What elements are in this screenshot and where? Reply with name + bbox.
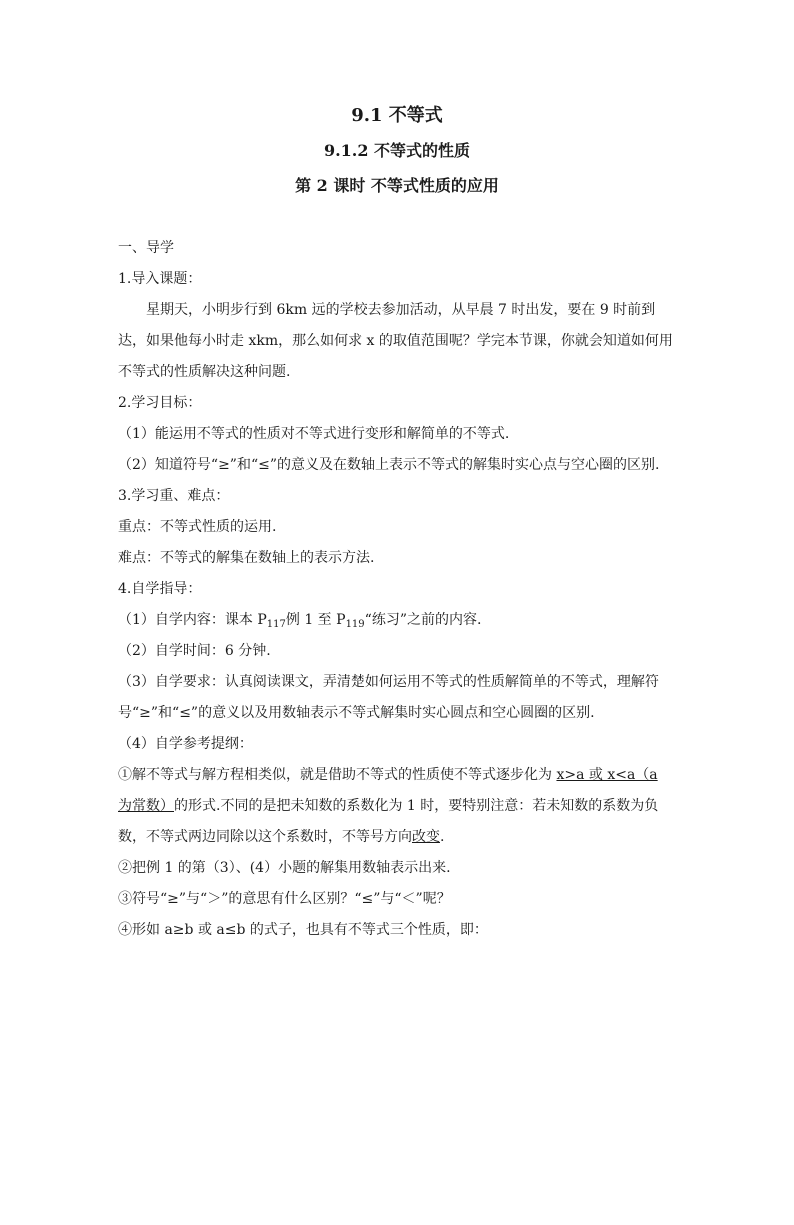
underlined-answer-change: 改变 (412, 829, 440, 845)
document-body (118, 233, 676, 946)
lesson-title: 第 2 课时 不等式性质的应用 (295, 176, 499, 195)
chapter-title: 9.1 不等式 (351, 105, 443, 126)
guide-content (118, 605, 676, 636)
outline-item-4: ④形如 a≥b 或 a≤b 的式子，也具有不等式三个性质，即： (118, 922, 488, 938)
outline-item-3: ③符号“≥”与“＞”的意思有什么区别？“≤”与“＜”呢？ (118, 891, 451, 907)
section-title: 9.1.2 不等式的性质 (323, 141, 471, 160)
difficult-point: 难点：不等式的解集在数轴上的表示方法. (118, 550, 375, 566)
goal-1: （1）能运用不等式的性质对不等式进行变形和解简单的不等式. (118, 426, 510, 442)
item-learning-goals: 2.学习目标： (118, 395, 202, 411)
outline-item-1-text: ①解不等式与解方程相类似，就是借助不等式的性质使不等式逐步化为 (118, 767, 557, 783)
item-key-points: 3.学习重、难点： (118, 488, 230, 504)
guide-outline: （4）自学参考提纲： (118, 736, 253, 752)
section-heading-guide: 一、导学 (118, 240, 174, 256)
outline-item-2: ②把例 1 的第（3）、(4）小题的解集用数轴表示出来. (118, 860, 451, 876)
item-self-study-guide: 4.自学指导： (118, 581, 202, 597)
key-point: 重点：不等式性质的运用. (118, 519, 277, 535)
guide-content-text-3: “练习”之前的内容. (364, 612, 482, 628)
outline-item-1-text-2: 的形式.不同的是把未知数的系数化为 1 时，要特别注意：若未知数的系数为负数，不等式两边同除以这个系数时，不等号方向 (118, 798, 659, 845)
guide-time: （2）自学时间：6 分钟. (118, 643, 271, 659)
item-intro-topic: 1.导入课题： (118, 271, 202, 287)
guide-content-text: （1）自学内容：课本 P (118, 612, 267, 628)
intro-paragraph: 星期天，小明步行到 6km 远的学校去参加活动，从早晨 7 时出发，要在 9 时前到达，如果他每小时走 xkm，那么如何求 x 的取值范围呢？学完本节课，你就会知道如何用不等式的性质解决这种问题. (118, 302, 673, 380)
page-subscript-start: 117 (266, 619, 286, 630)
goal-2: （2）知道符号“≥”和“≤”的意义及在数轴上表示不等式的解集时实心点与空心圈的区别. (118, 457, 660, 473)
document-page (0, 102, 794, 1225)
page-subscript-end: 119 (345, 619, 365, 630)
underlined-answer-form: x>a 或 x<a（a 为常数） (118, 767, 658, 814)
outline-item-1-end: . (440, 829, 445, 845)
outline-item-1 (118, 760, 676, 853)
guide-requirement: （3）自学要求：认真阅读课文，弄清楚如何运用不等式的性质解简单的不等式，理解符号“≥”和“≤”的意义以及用数轴表示不等式解集时实心圆点和空心圆圈的区别. (118, 674, 659, 721)
guide-content-text-2: 例 1 至 P (285, 612, 346, 628)
